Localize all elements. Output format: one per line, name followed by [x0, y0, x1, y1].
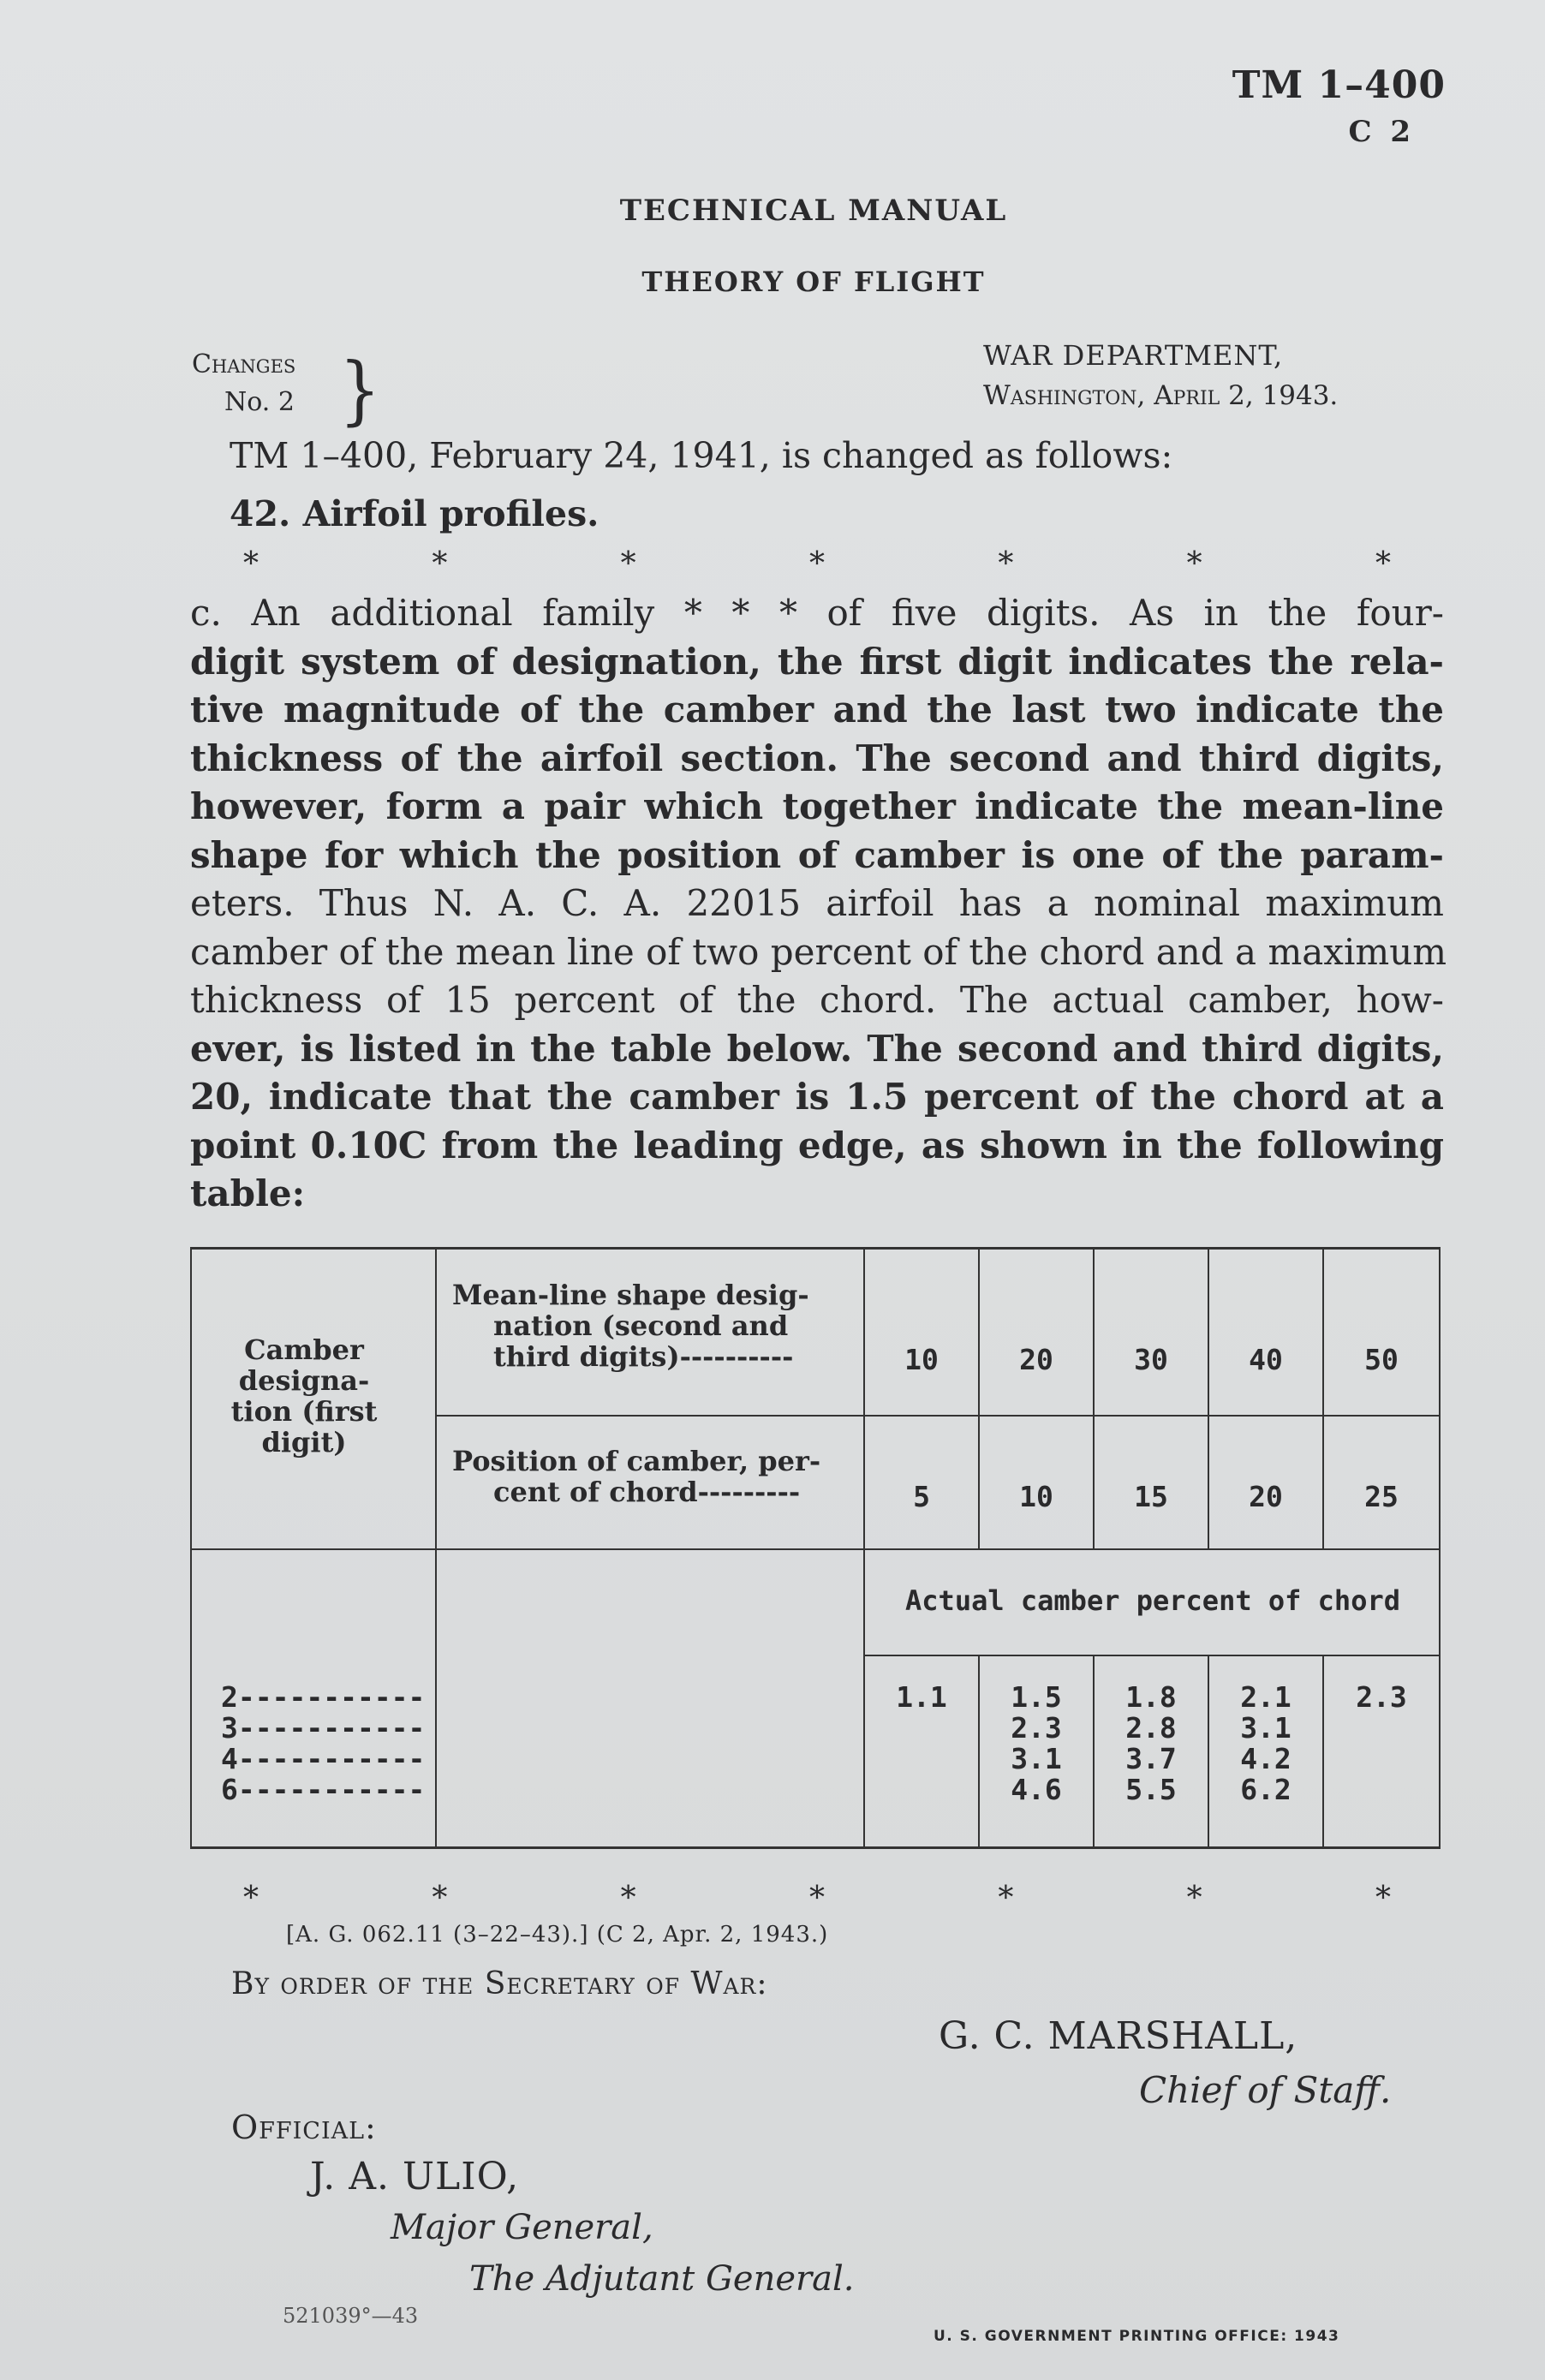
camber-value: 3.1	[1240, 1711, 1291, 1745]
paragraph-line: thickness of 15 percent of the chord. The actual camber, how-	[190, 979, 1444, 1021]
official-title: The Adjutant General.	[469, 2259, 855, 2299]
camber-value-column	[980, 1682, 1093, 1805]
camber-value: 1.1	[896, 1680, 947, 1714]
star: *	[998, 1881, 1014, 1916]
table-rule	[190, 1548, 1441, 1550]
camber-value-column	[1324, 1682, 1439, 1713]
position-value: 5	[913, 1480, 930, 1513]
star: *	[432, 1881, 448, 1916]
change-number: C 2	[1348, 115, 1415, 149]
ag-reference: [A. G. 062.11 (3–22–43).] (C 2, Apr. 2, 1943.)	[286, 1922, 829, 1948]
star: *	[432, 546, 448, 582]
camber-value: 3.7	[1125, 1742, 1177, 1775]
table-rule	[190, 1247, 1441, 1250]
official-rank: Major General,	[391, 2208, 653, 2247]
title-theory-of-flight: THEORY OF FLIGHT	[641, 265, 986, 298]
camber-row-label: 6-----------	[221, 1773, 426, 1806]
paragraph-line: shape for which the position of camber is one of the param-	[190, 833, 1444, 876]
mean-line-value: 40	[1249, 1343, 1283, 1376]
star: *	[243, 546, 259, 582]
star: *	[1186, 1881, 1202, 1916]
signer-name: G. C. MARSHALL,	[939, 2014, 1298, 2058]
paragraph-line: point 0.10C from the leading edge, as shown in the following	[190, 1124, 1444, 1166]
paragraph-line: camber of the mean line of two percent of the chord and a maximum	[190, 930, 1447, 973]
paragraph-line: digit system of designation, the first digit indicates the rela-	[190, 640, 1444, 683]
table-rule	[865, 1655, 1441, 1656]
star: *	[1186, 546, 1202, 582]
ellipsis-stars-top	[192, 546, 1442, 582]
table-rule	[863, 1247, 865, 1848]
camber-table	[190, 1247, 1441, 1848]
paragraph-line: tive magnitude of the camber and the last two indicate the	[190, 689, 1444, 731]
star: *	[1375, 546, 1391, 582]
header-line: designa-	[238, 1364, 370, 1397]
position-value: 20	[1249, 1480, 1283, 1513]
paragraph-line: thickness of the airfoil section. The second and third digits,	[190, 737, 1444, 779]
signer-title: Chief of Staff.	[1139, 2069, 1392, 2111]
header-line: Mean-line shape desig-	[452, 1279, 809, 1311]
header-line: Camber	[244, 1333, 364, 1366]
department-location-date: Washington, April 2, 1943.	[983, 380, 1339, 411]
section-heading: 42. Airfoil profiles.	[230, 493, 600, 534]
table-rule	[190, 1247, 192, 1848]
camber-value-column	[1209, 1682, 1322, 1805]
camber-value-column	[865, 1682, 978, 1713]
camber-designation-header	[214, 1334, 394, 1458]
camber-value: 2.3	[1011, 1711, 1062, 1745]
star: *	[243, 1881, 259, 1916]
camber-row-label: 2-----------	[221, 1680, 426, 1714]
table-rule	[437, 1415, 1441, 1417]
camber-value: 1.8	[1125, 1680, 1177, 1714]
manual-number: TM 1–400	[1232, 63, 1446, 107]
paragraph-line: eters. Thus N. A. C. A. 22015 airfoil has a nominal maximum	[190, 882, 1444, 924]
table-rule	[435, 1247, 437, 1848]
position-header	[452, 1446, 855, 1507]
official-label: Official:	[231, 2109, 377, 2146]
star: *	[620, 546, 636, 582]
camber-value: 5.5	[1125, 1773, 1177, 1806]
paragraph-line: 20, indicate that the camber is 1.5 percent of the chord at a	[190, 1076, 1444, 1118]
camber-row-labels	[221, 1682, 425, 1805]
camber-value: 4.2	[1240, 1742, 1291, 1775]
camber-row-label: 4-----------	[221, 1742, 426, 1775]
camber-value-column	[1095, 1682, 1208, 1805]
mean-line-value: 50	[1364, 1343, 1399, 1376]
official-name: J. A. ULIO,	[310, 2155, 520, 2198]
body-paragraph	[190, 589, 1447, 1219]
camber-value: 4.6	[1011, 1773, 1062, 1806]
ellipsis-stars-bottom	[192, 1881, 1442, 1916]
star: *	[998, 546, 1014, 582]
paragraph-line: however, form a pair which together indicate the mean-line	[190, 785, 1444, 827]
star: *	[1375, 1881, 1391, 1916]
star: *	[808, 546, 825, 582]
title-technical-manual: TECHNICAL MANUAL	[619, 194, 1008, 228]
mean-line-value: 20	[1019, 1343, 1053, 1376]
printing-office-imprint: U. S. GOVERNMENT PRINTING OFFICE: 1943	[934, 2328, 1340, 2345]
table-rule	[190, 1846, 1441, 1849]
camber-value: 2.3	[1356, 1680, 1407, 1714]
paragraph-line: ever, is listed in the table below. The second and third digits,	[190, 1027, 1444, 1070]
brace-icon: }	[339, 346, 381, 434]
camber-value: 2.8	[1125, 1711, 1177, 1745]
table-rule	[1439, 1247, 1441, 1848]
paragraph-line: table:	[190, 1172, 306, 1214]
position-value: 25	[1364, 1480, 1399, 1513]
header-line: tion (first	[230, 1395, 378, 1428]
by-order-line: By order of the Secretary of War:	[231, 1966, 768, 2001]
mean-line-header	[452, 1279, 855, 1372]
camber-value: 6.2	[1240, 1773, 1291, 1806]
camber-value: 3.1	[1011, 1742, 1062, 1775]
intro-line: TM 1–400, February 24, 1941, is changed as follows:	[230, 435, 1173, 476]
header-line: digit)	[261, 1426, 347, 1458]
camber-row-label: 3-----------	[221, 1711, 426, 1745]
changes-number: No. 2	[224, 387, 295, 417]
header-line: cent of chord---------	[493, 1476, 801, 1508]
mean-line-value: 30	[1134, 1343, 1168, 1376]
header-line: Position of camber, per-	[452, 1445, 821, 1477]
header-line: third digits)----------	[493, 1340, 794, 1373]
paragraph-line: c. An additional family * * * of five digits. As in the four-	[190, 592, 1444, 634]
position-value: 10	[1019, 1480, 1053, 1513]
mean-line-value: 10	[904, 1343, 939, 1376]
header-line: nation (second and	[493, 1309, 789, 1342]
camber-value: 1.5	[1011, 1680, 1062, 1714]
camber-value: 2.1	[1240, 1680, 1291, 1714]
print-number: 521039°—43	[283, 2304, 419, 2328]
department-name: WAR DEPARTMENT,	[983, 339, 1284, 372]
changes-label: Changes	[192, 349, 296, 379]
actual-camber-header: Actual camber percent of chord	[905, 1584, 1400, 1617]
star: *	[620, 1881, 636, 1916]
star: *	[808, 1881, 825, 1916]
position-value: 15	[1134, 1480, 1168, 1513]
